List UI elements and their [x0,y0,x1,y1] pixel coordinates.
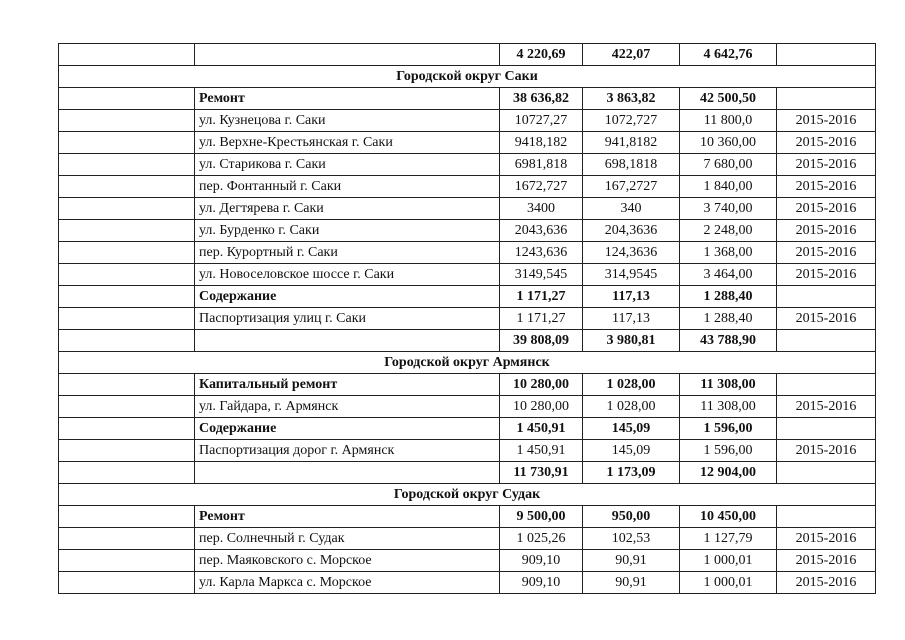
category-row [59,88,876,110]
amount-cell-2: 117,13 [583,308,680,330]
amount-cell-3: 3 740,00 [680,198,777,220]
item-name-cell: Содержание [195,286,500,308]
amount-cell-2: 167,2727 [583,176,680,198]
item-name-cell: Ремонт [195,88,500,110]
amount-cell-1: 909,10 [500,550,583,572]
period-cell [777,330,876,352]
amount-cell-2: 102,53 [583,528,680,550]
category-row [59,418,876,440]
period-cell [777,44,876,66]
district-header-row [59,352,876,374]
amount-cell-1: 39 808,09 [500,330,583,352]
period-cell: 2015-2016 [777,308,876,330]
empty-cell [59,44,195,66]
amount-cell-2: 950,00 [583,506,680,528]
empty-cell [59,374,195,396]
item-name-cell: ул. Карла Маркса с. Морское [195,572,500,594]
amount-cell-3: 1 000,01 [680,572,777,594]
empty-cell [59,88,195,110]
amount-cell-2: 1 028,00 [583,396,680,418]
amount-cell-3: 10 450,00 [680,506,777,528]
amount-cell-3: 2 248,00 [680,220,777,242]
amount-cell-1: 3149,545 [500,264,583,286]
period-cell: 2015-2016 [777,396,876,418]
subtotal-row [59,462,876,484]
period-cell: 2015-2016 [777,154,876,176]
period-cell [777,88,876,110]
period-cell [777,286,876,308]
amount-cell-1: 3400 [500,198,583,220]
empty-cell [59,528,195,550]
item-name-cell: ул. Старикова г. Саки [195,154,500,176]
amount-cell-3: 1 840,00 [680,176,777,198]
amount-cell-3: 43 788,90 [680,330,777,352]
amount-cell-3: 3 464,00 [680,264,777,286]
item-name-cell: пер. Маяковского с. Морское [195,550,500,572]
period-cell: 2015-2016 [777,572,876,594]
table-row [59,154,876,176]
amount-cell-3: 12 904,00 [680,462,777,484]
period-cell: 2015-2016 [777,264,876,286]
amount-cell-3: 1 596,00 [680,440,777,462]
amount-cell-2: 145,09 [583,418,680,440]
empty-cell [59,418,195,440]
table-row [59,176,876,198]
period-cell [777,418,876,440]
empty-cell [59,242,195,264]
amount-cell-3: 1 127,79 [680,528,777,550]
district-title: Городской округ Саки [59,66,876,88]
amount-cell-1: 1 450,91 [500,418,583,440]
table-row [59,572,876,594]
amount-cell-1: 11 730,91 [500,462,583,484]
amount-cell-3: 1 288,40 [680,286,777,308]
item-name-cell: Ремонт [195,506,500,528]
empty-cell [59,550,195,572]
category-row [59,374,876,396]
item-name-cell: ул. Дегтярева г. Саки [195,198,500,220]
empty-cell [59,176,195,198]
period-cell: 2015-2016 [777,220,876,242]
period-cell [777,506,876,528]
item-name-cell: Капитальный ремонт [195,374,500,396]
table-row [59,198,876,220]
period-cell: 2015-2016 [777,440,876,462]
amount-cell-3: 42 500,50 [680,88,777,110]
empty-cell [59,110,195,132]
district-title: Городской округ Судак [59,484,876,506]
item-name-cell: Паспортизация улиц г. Саки [195,308,500,330]
amount-cell-3: 11 308,00 [680,374,777,396]
amount-cell-1: 909,10 [500,572,583,594]
empty-cell [59,286,195,308]
amount-cell-2: 145,09 [583,440,680,462]
period-cell: 2015-2016 [777,198,876,220]
empty-cell [59,572,195,594]
period-cell: 2015-2016 [777,110,876,132]
amount-cell-1: 1 171,27 [500,286,583,308]
amount-cell-2: 204,3636 [583,220,680,242]
empty-cell [59,462,195,484]
amount-cell-2: 1072,727 [583,110,680,132]
table-row [59,220,876,242]
category-row [59,506,876,528]
item-name-cell: пер. Солнечный г. Судак [195,528,500,550]
subtotal-row [59,44,876,66]
table-row [59,264,876,286]
district-title: Городской округ Армянск [59,352,876,374]
item-name-cell: Содержание [195,418,500,440]
table-row [59,440,876,462]
empty-cell [59,330,195,352]
table-row [59,242,876,264]
amount-cell-2: 3 980,81 [583,330,680,352]
table-row [59,528,876,550]
amount-cell-1: 1 025,26 [500,528,583,550]
amount-cell-3: 10 360,00 [680,132,777,154]
period-cell: 2015-2016 [777,176,876,198]
item-name-cell [195,44,500,66]
amount-cell-2: 941,8182 [583,132,680,154]
item-name-cell: Паспортизация дорог г. Армянск [195,440,500,462]
amount-cell-2: 340 [583,198,680,220]
item-name-cell: ул. Гайдара, г. Армянск [195,396,500,418]
period-cell [777,374,876,396]
empty-cell [59,506,195,528]
period-cell: 2015-2016 [777,528,876,550]
table-row [59,132,876,154]
amount-cell-3: 1 288,40 [680,308,777,330]
amount-cell-1: 2043,636 [500,220,583,242]
amount-cell-2: 422,07 [583,44,680,66]
amount-cell-2: 3 863,82 [583,88,680,110]
period-cell [777,462,876,484]
amount-cell-2: 1 028,00 [583,374,680,396]
amount-cell-1: 10727,27 [500,110,583,132]
amount-cell-1: 4 220,69 [500,44,583,66]
amount-cell-1: 1 450,91 [500,440,583,462]
amount-cell-2: 124,3636 [583,242,680,264]
empty-cell [59,396,195,418]
table-row [59,308,876,330]
empty-cell [59,198,195,220]
amount-cell-3: 11 308,00 [680,396,777,418]
item-name-cell: пер. Курортный г. Саки [195,242,500,264]
amount-cell-1: 1243,636 [500,242,583,264]
amount-cell-1: 9418,182 [500,132,583,154]
empty-cell [59,154,195,176]
item-name-cell [195,462,500,484]
table-row [59,550,876,572]
item-name-cell: ул. Новоселовское шоссе г. Саки [195,264,500,286]
period-cell: 2015-2016 [777,550,876,572]
amount-cell-2: 90,91 [583,572,680,594]
amount-cell-3: 4 642,76 [680,44,777,66]
amount-cell-2: 314,9545 [583,264,680,286]
item-name-cell: ул. Кузнецова г. Саки [195,110,500,132]
amount-cell-1: 1 171,27 [500,308,583,330]
item-name-cell: ул. Верхне-Крестьянская г. Саки [195,132,500,154]
empty-cell [59,308,195,330]
amount-cell-2: 698,1818 [583,154,680,176]
amount-cell-3: 1 000,01 [680,550,777,572]
amount-cell-1: 38 636,82 [500,88,583,110]
item-name-cell: пер. Фонтанный г. Саки [195,176,500,198]
amount-cell-1: 10 280,00 [500,396,583,418]
empty-cell [59,264,195,286]
amount-cell-1: 1672,727 [500,176,583,198]
amount-cell-1: 6981,818 [500,154,583,176]
table-row [59,396,876,418]
item-name-cell [195,330,500,352]
empty-cell [59,440,195,462]
amount-cell-3: 1 596,00 [680,418,777,440]
category-row [59,286,876,308]
period-cell: 2015-2016 [777,132,876,154]
amount-cell-1: 9 500,00 [500,506,583,528]
amount-cell-3: 7 680,00 [680,154,777,176]
period-cell: 2015-2016 [777,242,876,264]
amount-cell-3: 11 800,0 [680,110,777,132]
budget-table [58,43,876,594]
empty-cell [59,132,195,154]
district-header-row [59,66,876,88]
district-header-row [59,484,876,506]
empty-cell [59,220,195,242]
table-body [59,44,876,594]
amount-cell-3: 1 368,00 [680,242,777,264]
amount-cell-1: 10 280,00 [500,374,583,396]
item-name-cell: ул. Бурденко г. Саки [195,220,500,242]
table-row [59,110,876,132]
amount-cell-2: 90,91 [583,550,680,572]
amount-cell-2: 1 173,09 [583,462,680,484]
amount-cell-2: 117,13 [583,286,680,308]
subtotal-row [59,330,876,352]
